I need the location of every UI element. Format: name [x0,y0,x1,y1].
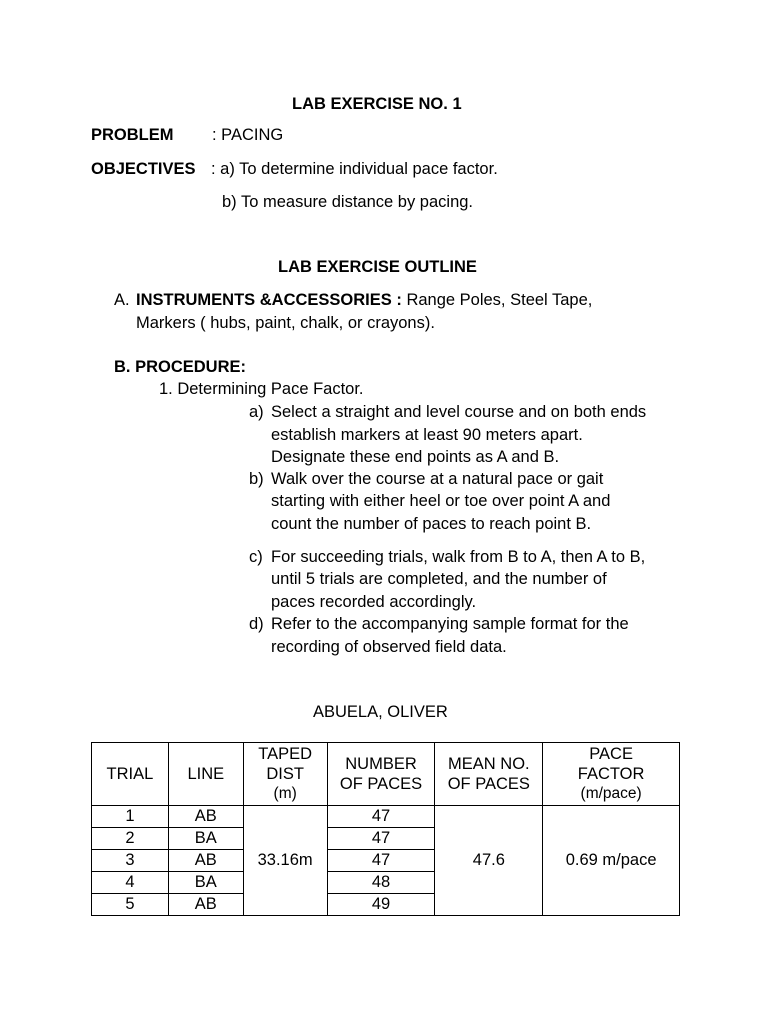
cell-line: AB [168,894,243,916]
cell-line: AB [168,806,243,828]
cell-line: AB [168,850,243,872]
step-b-line-3: count the number of paces to reach point B. [271,515,592,533]
header-number-line-1: NUMBER [345,755,417,773]
step-a-marker: a) [249,403,264,421]
cell-paces: 49 [327,894,435,916]
section-a-line-2: Markers ( hubs, paint, chalk, or crayons). [136,314,435,332]
cell-paces: 48 [327,872,435,894]
outline-title: LAB EXERCISE OUTLINE [278,258,477,276]
header-mean-line-1: MEAN NO. [448,755,530,773]
header-pace-factor [543,743,680,806]
cell-paces: 47 [327,828,435,850]
table-row [92,806,680,828]
step-c-line-2: until 5 trials are completed, and the number of [271,570,607,588]
step-d-line-2: recording of observed field data. [271,638,507,656]
step-c-line-3: paces recorded accordingly. [271,593,477,611]
header-taped-line-1: TAPED [258,745,313,763]
cell-trial: 1 [92,806,169,828]
student-name: ABUELA, OLIVER [313,703,448,721]
cell-line: BA [168,872,243,894]
header-mean-paces [435,743,543,806]
cell-trial: 2 [92,828,169,850]
header-pace-line-2: FACTOR [577,765,645,783]
step-c-marker: c) [249,548,263,566]
cell-line: BA [168,828,243,850]
step-c-line-1: For succeeding trials, walk from B to A, then A to B, [271,548,646,566]
step-a-line-3: Designate these end points as A and B. [271,448,560,466]
step-a-line-1: Select a straight and level course and on both ends [271,403,647,421]
cell-paces: 47 [327,850,435,872]
header-taped-unit: (m) [273,785,297,802]
header-number-of-paces [327,743,435,806]
header-mean-line-2: OF PACES [447,775,530,793]
cell-trial: 3 [92,850,169,872]
page-title: LAB EXERCISE NO. 1 [292,95,462,113]
step-d-line-1: Refer to the accompanying sample format for the [271,615,629,633]
step-a-line-2: establish markers at least 90 meters apart. [271,426,583,444]
table-header-row [92,743,680,806]
header-trial: TRIAL [92,743,169,806]
header-taped-dist [243,743,327,806]
cell-paces: 47 [327,806,435,828]
cell-trial: 5 [92,894,169,916]
section-a-label: INSTRUMENTS &ACCESSORIES : [136,291,402,309]
section-a-prefix: A. [114,291,130,309]
cell-taped-dist: 33.16m [243,806,327,916]
cell-mean-paces: 47.6 [435,806,543,916]
step-b-marker: b) [249,470,264,488]
problem-value: : PACING [212,126,284,144]
header-line: LINE [168,743,243,806]
step-b-line-2: starting with either heel or toe over point A and [271,492,611,510]
pacing-data-table [91,742,680,916]
section-b-label: B. PROCEDURE: [114,358,247,376]
section-a-line-1 [136,291,592,310]
cell-pace-factor: 0.69 m/pace [543,806,680,916]
section-a-text: Range Poles, Steel Tape, [406,291,593,309]
step-b-line-1: Walk over the course at a natural pace or gait [271,470,604,488]
header-pace-unit: (m/pace) [580,785,642,802]
objective-a: : a) To determine individual pace factor. [211,160,498,178]
header-taped-line-2: DIST [266,765,304,783]
step-1-heading: 1. Determining Pace Factor. [159,380,364,398]
problem-label: PROBLEM [91,126,174,144]
objective-b: b) To measure distance by pacing. [222,193,474,211]
step-d-marker: d) [249,615,264,633]
header-number-line-2: OF PACES [339,775,423,793]
header-pace-line-1: PACE [589,745,633,763]
objectives-label: OBJECTIVES [91,160,196,178]
cell-trial: 4 [92,872,169,894]
